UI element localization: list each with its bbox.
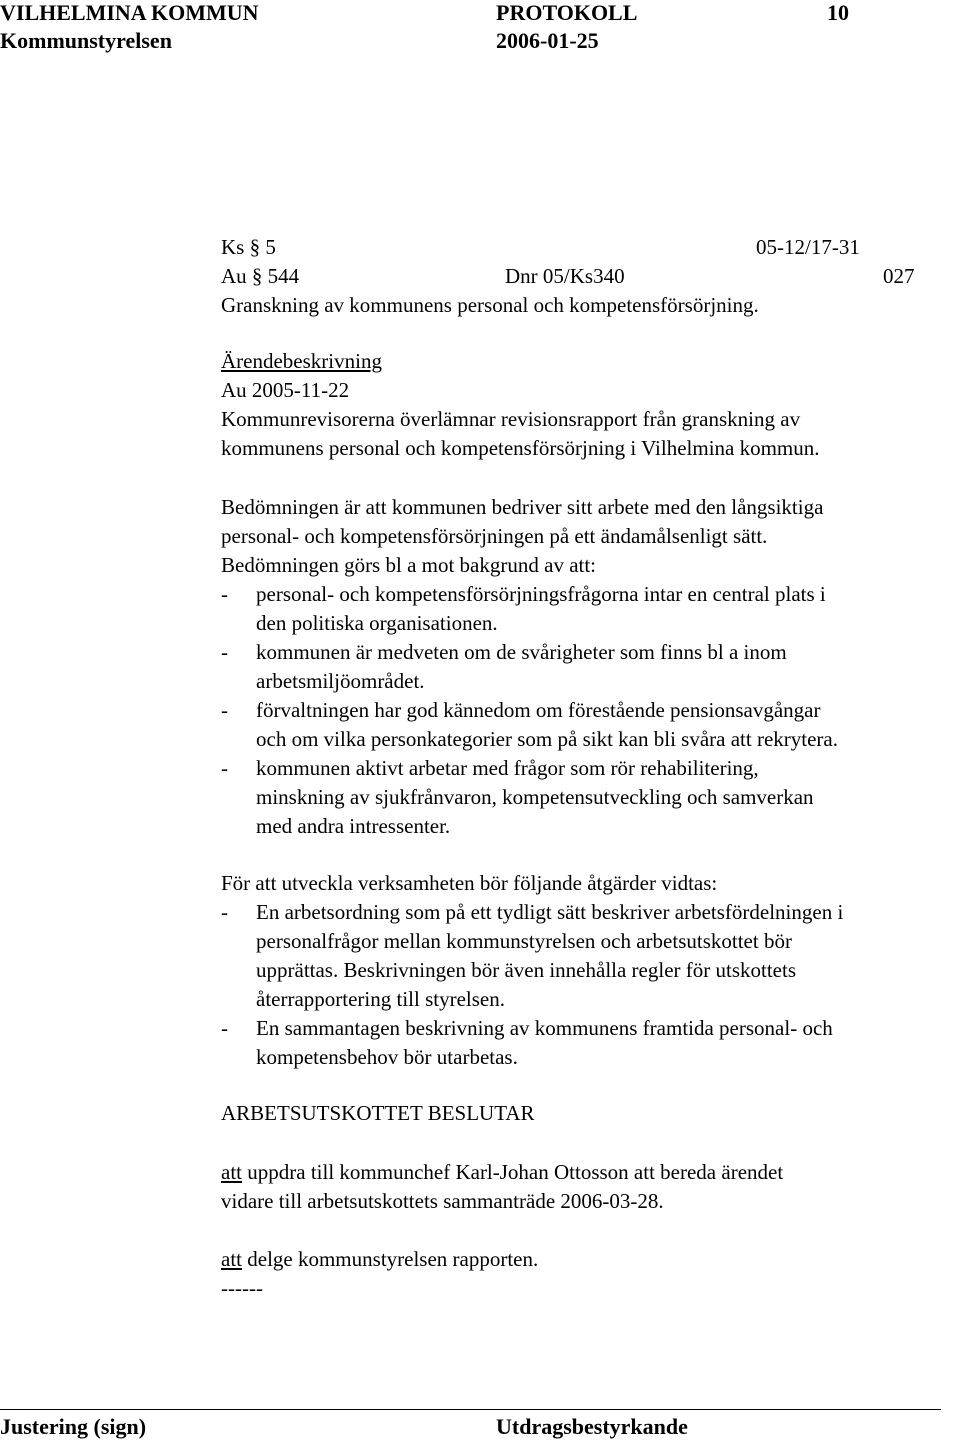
decision-item-2 [221,1245,538,1274]
ks-case-ref: 05-12/17-31 [756,235,860,259]
bullet-line: med andra intressenter. [256,814,451,838]
description-date: Au 2005-11-22 [221,378,350,402]
decision-heading: ARBETSUTSKOTTET BESLUTAR [221,1101,535,1125]
au-label: Au [221,264,247,288]
end-marker: ------ [221,1276,263,1300]
meeting-date: 2006-01-25 [496,28,599,53]
measure-line: upprättas. Beskrivningen bör även innehålla regler för utskottets [256,958,797,982]
au-reference [221,262,299,291]
decision-item-1-text: uppdra till kommunchef Karl-Johan Ottosson att bereda ärendet [247,1160,784,1184]
intro-line-1: Kommunrevisorerna överlämnar revisionsrapport från granskning av [221,407,801,431]
measure-line: personalfrågor mellan kommunstyrelsen och arbetsutskottet bör [256,929,792,953]
assessment-line-2: personal- och kompetensförsörjningen på ett ändamålsenligt sätt. [221,524,768,548]
ks-section-sign: § [249,235,261,259]
decision-item-2-text: delge kommunstyrelsen rapporten. [247,1247,539,1271]
signature-line [0,1409,941,1410]
bullet-line: förvaltningen har god kännedom om förestående pensionsavgångar [256,698,821,722]
justering-label: Justering (sign) [0,1414,147,1439]
case-title: Granskning av kommunens personal och kompetensförsörjning. [221,293,759,317]
att-keyword: att [221,1247,242,1271]
au-number: 544 [267,264,300,288]
ks-reference [221,233,276,262]
page-number: 10 [827,0,849,25]
ks-number: 5 [265,235,276,259]
board-name: Kommunstyrelsen [0,28,172,53]
document-type: PROTOKOLL [496,0,638,25]
att-keyword: att [221,1160,242,1184]
measure-line: En sammantagen beskrivning av kommunens framtida personal- och [256,1016,833,1040]
bullet-line: och om vilka personkategorier som på sikt kan bli svåra att rekrytera. [256,727,838,751]
bullet-dash: - [221,640,228,664]
municipality-name: VILHELMINA KOMMUN [0,0,259,25]
bullet-dash: - [221,900,228,924]
measure-line: kompetensbehov bör utarbetas. [256,1045,518,1069]
decision-item-1 [221,1158,783,1187]
decision-item-1-line-2: vidare till arbetsutskottets sammanträde 2006-03-28. [221,1189,664,1213]
bullet-dash: - [221,1016,228,1040]
intro-line-2: kommunens personal och kompetensförsörjning i Vilhelmina kommun. [221,436,820,460]
assessment-line-3: Bedömningen görs bl a mot bakgrund av att: [221,553,597,577]
ks-label: Ks [221,235,245,259]
bullet-dash: - [221,698,228,722]
utdrag-label: Utdragsbestyrkande [496,1414,688,1439]
measure-line: återrapportering till styrelsen. [256,987,505,1011]
diary-number: Dnr 05/Ks340 [505,264,625,288]
bullet-line: kommunen aktivt arbetar med frågor som rör rehabilitering, [256,756,759,780]
bullet-dash: - [221,756,228,780]
measure-line: En arbetsordning som på ett tydligt sätt beskriver arbetsfördelningen i [256,900,844,924]
bullet-dash: - [221,582,228,606]
description-heading: Ärendebeskrivning [221,349,382,373]
bullet-line: kommunen är medveten om de svårigheter som finns bl a inom [256,640,787,664]
bullet-line: personal- och kompetensförsörjningsfrågorna intar en central plats i [256,582,826,606]
bullet-line: den politiska organisationen. [256,611,498,635]
archive-code: 027 [883,264,915,288]
measures-intro: För att utveckla verksamheten bör följande åtgärder vidtas: [221,871,718,895]
bullet-line: minskning av sjukfrånvaron, kompetensutveckling och samverkan [256,785,814,809]
bullet-line: arbetsmiljöområdet. [256,669,425,693]
au-section-sign: § [251,264,263,288]
assessment-line-1: Bedömningen är att kommunen bedriver sitt arbete med den långsiktiga [221,495,824,519]
